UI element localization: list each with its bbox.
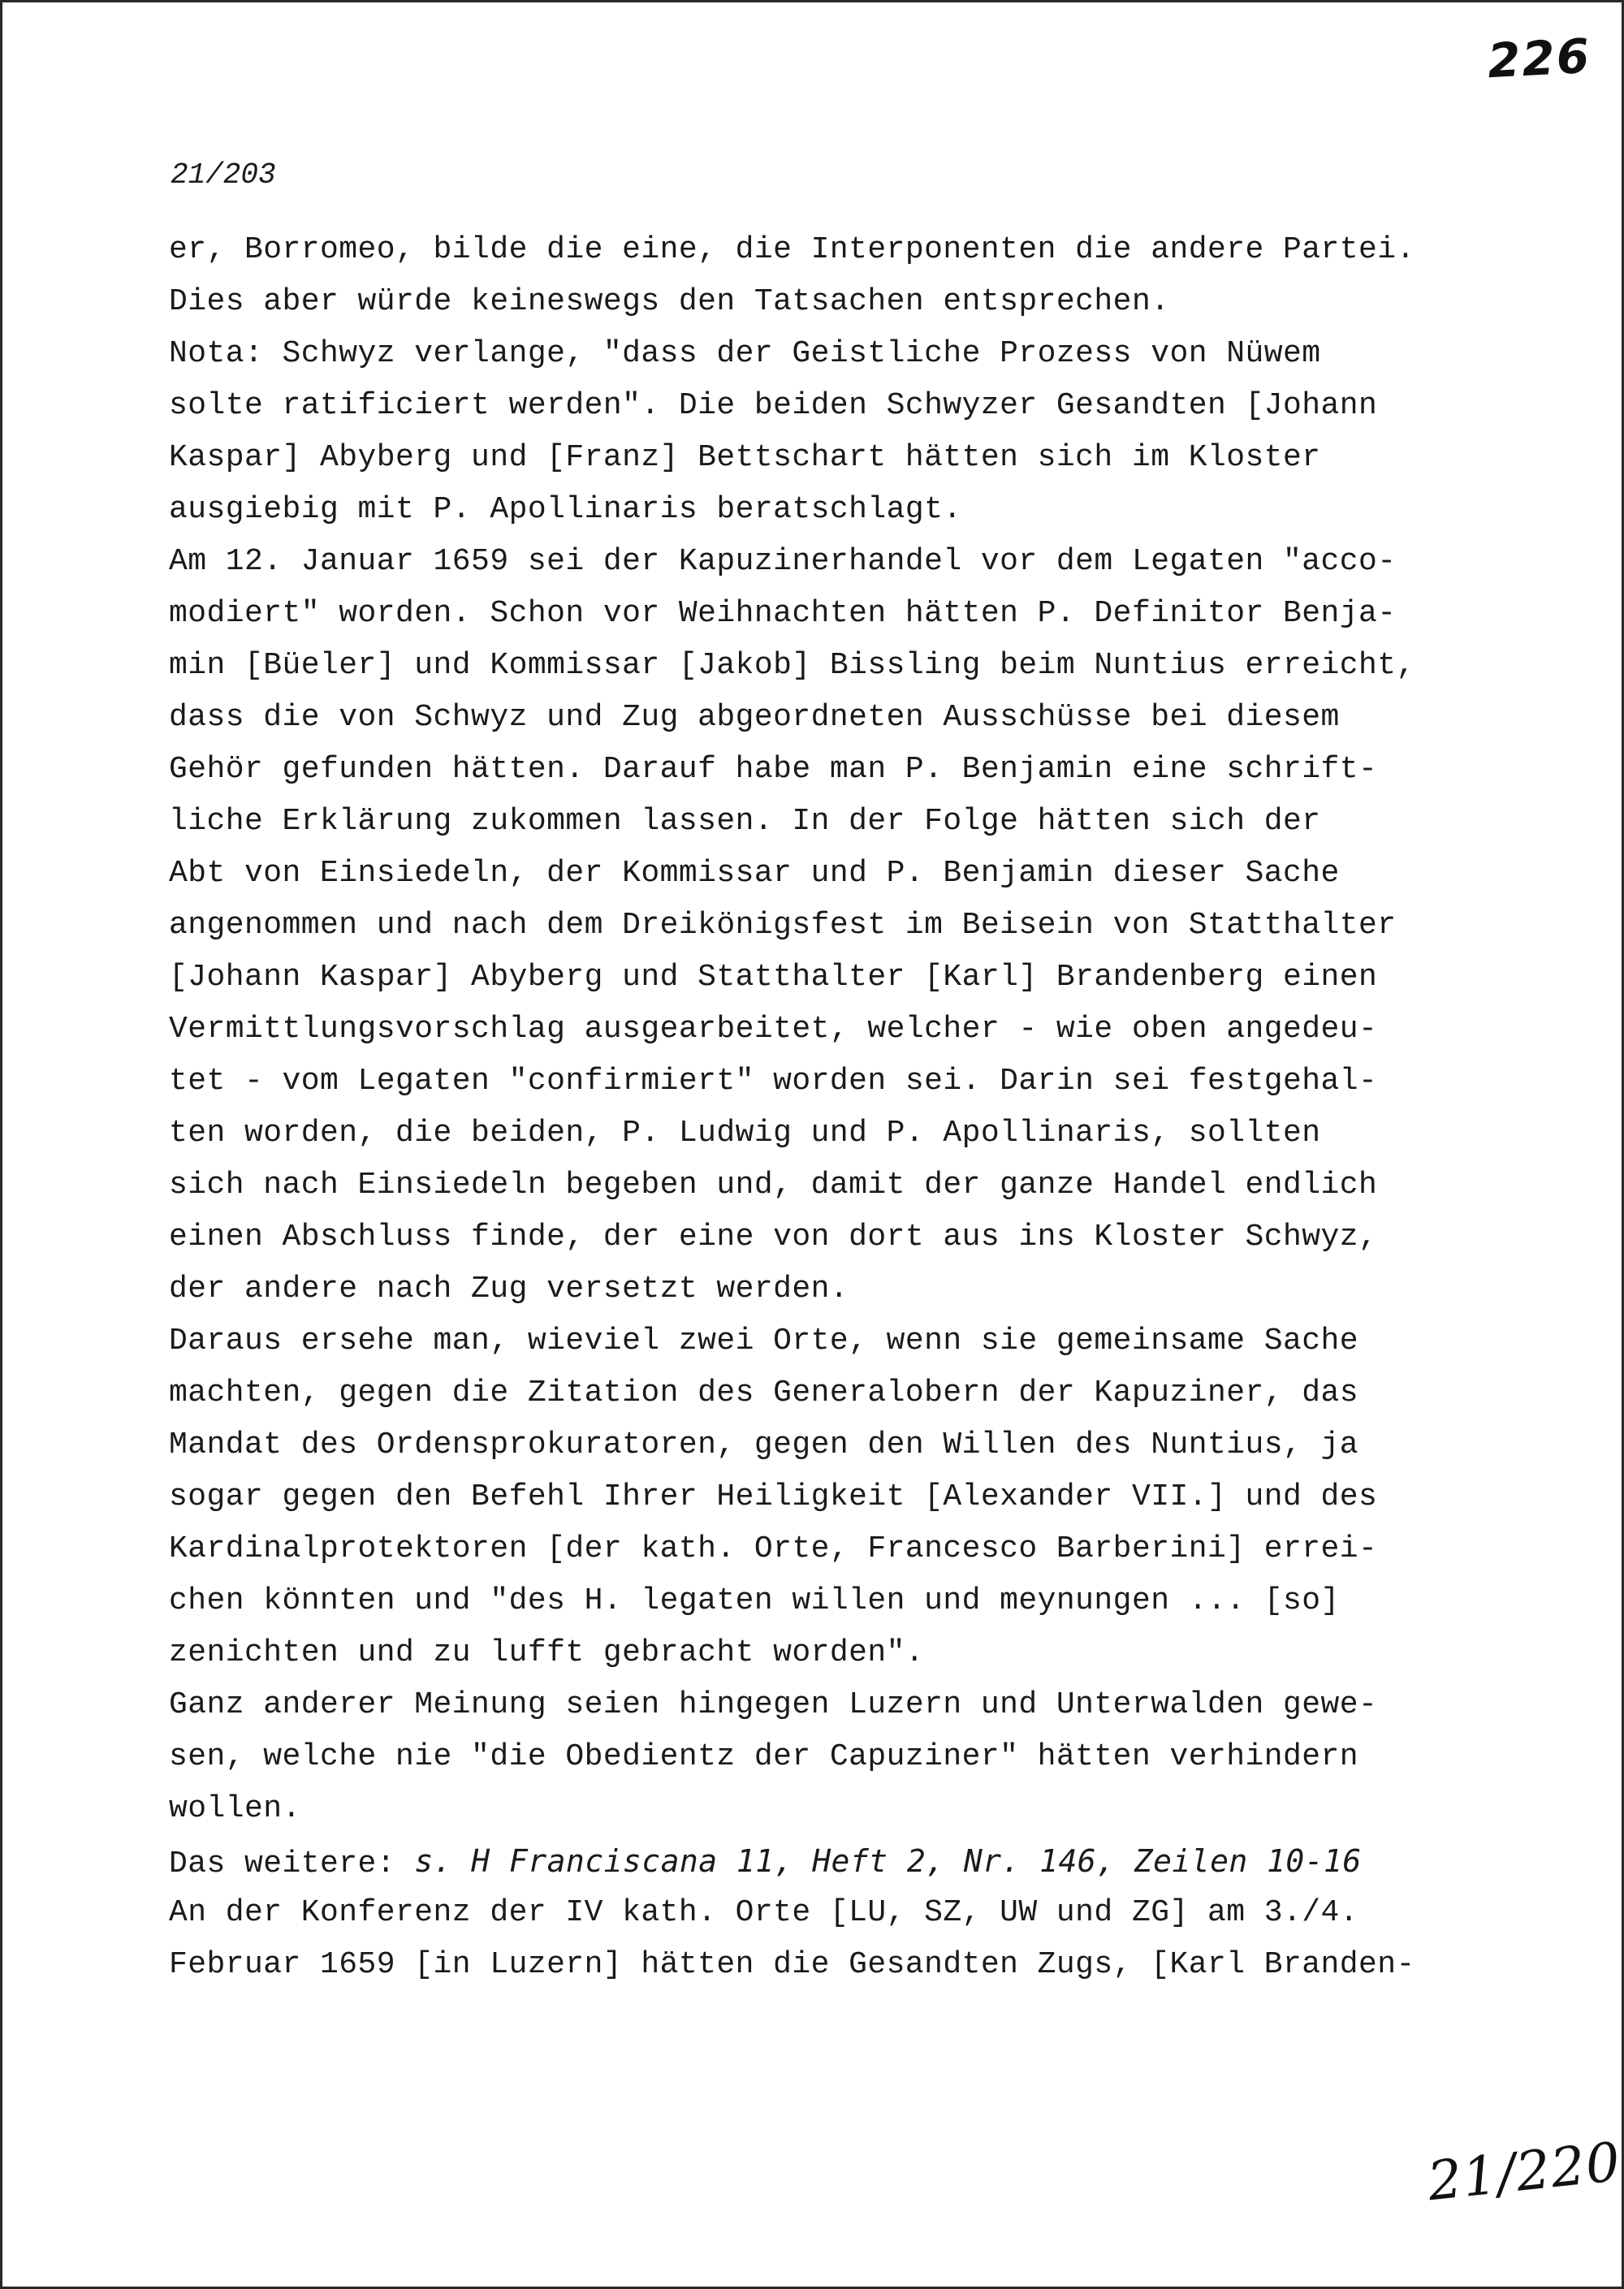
handwritten-page-reference: 21/220 (1424, 2130, 1624, 2213)
handwritten-folio-number: 226 (1486, 28, 1592, 89)
text-line: sen, welche nie "die Obedientz der Capuziner" hätten verhindern (169, 1739, 1358, 1774)
text-line: machten, gegen die Zitation des Generalobern der Kapuziner, das (169, 1376, 1358, 1410)
text-line: [Johann Kaspar] Abyberg und Statthalter [Karl] Brandenberg einen (169, 960, 1378, 995)
text-line: liche Erklärung zukommen lassen. In der Folge hätten sich der (169, 804, 1321, 839)
text-line: dass die von Schwyz und Zug abgeordneten Ausschüsse bei diesem (169, 700, 1340, 735)
text-line: er, Borromeo, bilde die eine, die Interponenten die andere Partei. (169, 232, 1415, 267)
text-line: An der Konferenz der IV kath. Orte [LU, SZ, UW und ZG] am 3./4. (169, 1895, 1358, 1930)
text-line: ausgiebig mit P. Apollinaris beratschlagt. (169, 492, 962, 527)
text-line: Ganz anderer Meinung seien hingegen Luzern und Unterwalden gewe- (169, 1687, 1378, 1722)
reference-citation: s. H Franciscana 11, Heft 2, Nr. 146, Zeilen 10-16 (414, 1843, 1362, 1879)
text-line: der andere nach Zug versetzt werden. (169, 1272, 849, 1306)
document-reference: 21/203 (171, 158, 276, 192)
text-line: sogar gegen den Befehl Ihrer Heiligkeit [Alexander VII.] und des (169, 1479, 1378, 1514)
text-line: einen Abschluss finde, der eine von dort aus ins Kloster Schwyz, (169, 1220, 1378, 1255)
text-line: Dies aber würde keineswegs den Tatsachen entsprechen. (169, 284, 1170, 319)
text-line: Februar 1659 [in Luzern] hätten die Gesandten Zugs, [Karl Branden- (169, 1947, 1415, 1982)
text-line: tet - vom Legaten "confirmiert" worden sei. Darin sei festgehal- (169, 1064, 1378, 1099)
text-line: chen könnten und "des H. legaten willen und meynungen ... [so] (169, 1583, 1340, 1618)
text-line: angenommen und nach dem Dreikönigsfest im Beisein von Statthalter (169, 908, 1397, 943)
reference-line (169, 1835, 1501, 1887)
text-line: ten worden, die beiden, P. Ludwig und P. Apollinaris, sollten (169, 1116, 1321, 1151)
text-line: Kardinalprotektoren [der kath. Orte, Francesco Barberini] errei- (169, 1531, 1378, 1566)
text-line: wollen. (169, 1791, 301, 1826)
text-line: Kaspar] Abyberg und [Franz] Bettschart hätten sich im Kloster (169, 440, 1321, 475)
text-line: Daraus ersehe man, wieviel zwei Orte, wenn sie gemeinsame Sache (169, 1324, 1358, 1358)
text-line: Am 12. Januar 1659 sei der Kapuzinerhandel vor dem Legaten "acco- (169, 544, 1397, 579)
text-line: modiert" worden. Schon vor Weihnachten hätten P. Definitor Benja- (169, 596, 1397, 631)
text-line: min [Büeler] und Kommissar [Jakob] Bissling beim Nuntius erreicht, (169, 648, 1415, 683)
text-line: Nota: Schwyz verlange, "dass der Geistliche Prozess von Nüwem (169, 336, 1321, 371)
text-line: Vermittlungsvorschlag ausgearbeitet, welcher - wie oben angedeu- (169, 1012, 1378, 1047)
text-line: Gehör gefunden hätten. Darauf habe man P. Benjamin eine schrift- (169, 752, 1378, 787)
text-line: Mandat des Ordensprokuratoren, gegen den Willen des Nuntius, ja (169, 1427, 1358, 1462)
text-line: Abt von Einsiedeln, der Kommissar und P. Benjamin dieser Sache (169, 856, 1340, 891)
reference-prefix: Das weitere: (169, 1846, 415, 1881)
text-line: zenichten und zu lufft gebracht worden". (169, 1635, 925, 1670)
text-line: sich nach Einsiedeln begeben und, damit der ganze Handel endlich (169, 1168, 1378, 1203)
document-body (169, 224, 1501, 1991)
text-line: solte ratificiert werden". Die beiden Schwyzer Gesandten [Johann (169, 388, 1378, 423)
